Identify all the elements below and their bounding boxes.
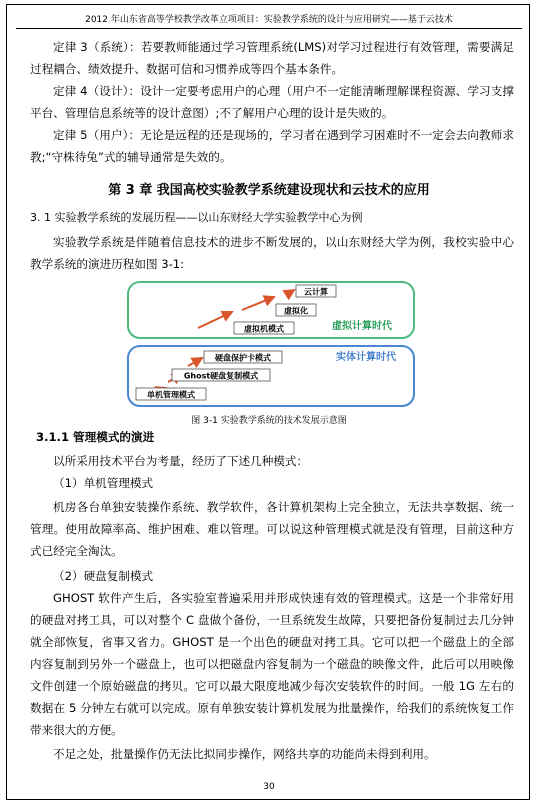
section-3-1-heading: 3. 1 实验教学系统的发展历程——以山东财经大学实验教学中心为例 [30, 211, 363, 224]
step-virtualization: 虚拟化 [284, 306, 308, 316]
subsection-3-1-1-heading: 3.1.1 管理模式的演进 [36, 430, 155, 444]
mode-1-title: （1）单机管理模式 [53, 476, 154, 490]
physical-era-label: 实体计算时代 [336, 352, 396, 363]
running-header: 2012 年山东省高等学校教学改革立项项目：实验教学系统的设计与应用研究——基于云技术 [16, 14, 522, 29]
virtual-era-label: 虚拟计算时代 [332, 321, 392, 332]
mode-2-title: （2）硬盘复制模式 [53, 569, 154, 583]
mode-2-shortcoming: 不足之处，批量操作仍无法比拟同步操作，网络共享的功能尚未得到利用。 [53, 747, 436, 761]
intro-paragraph: 实验教学系统是伴随着信息技术的进步不断发展的，以山东财经大学为例，我校实验中心教学系统的演进历程如图 3-1: [30, 235, 514, 271]
step-cloud: 云计算 [304, 287, 328, 297]
step-ghost: Ghost硬盘复制模式 [183, 371, 259, 381]
page-number: 30 [263, 782, 275, 792]
step-disk-protection: 硬盘保护卡模式 [215, 353, 271, 363]
law-5: 定律 5（用户）：无论是远程的还是现场的，学习者在遇到学习困难时不一定会去向教师求教;“守株待兔”式的辅导通常是失效的。 [30, 128, 514, 164]
figure-caption: 图 3-1 实验教学系统的技术发展示意图 [191, 416, 347, 426]
law-4: 定律 4（设计）：设计一定要考虑用户的心理（用户不一定能清晰理解课程资源、学习支撑平台、管理信息系统等的设计意图）;不了解用户心理的设计是失败的。 [30, 84, 514, 120]
law-3: 定律 3（系统）：若要教师能通过学习管理系统(LMS)对学习过程进行有效管理，需要满足过程耦合、绩效提升、数据可信和习惯养成等四个基本条件。 [30, 40, 514, 76]
evolution-figure [126, 280, 416, 408]
mode-2-paragraph: GHOST 软件产生后，各实验室普遍采用并形成快速有效的管理模式。这是一个非常好用的硬盘对拷工具，可以对整个 C 盘做个备份，一旦系统发生故障，只要把备份复制过去几分钟就全部恢复，省事又省力。GHOST 是一个出色的硬盘对拷工具。它可以把一个磁盘上的全部内容复制到另外一个磁盘上，也可以把磁盘内容复制为一个磁盘的映像文件，此后可以用映像文件创建一个原始磁盘的拷贝。它可以最大限度地减少每次安装软件的时间。一般 1G 左右的数据在 5 分钟左右就可以完成。原有单独安装计算机发展为批量操作，给我们的系统恢复工作带来很大的方便。 [30, 591, 514, 737]
mode-1-paragraph: 机房各台单独安装操作系统、教学软件，各计算机架构上完全独立，无法共享数据、统一管理。使用故障率高、维护困难、难以管理。可以说这种管理模式就是没有管理，目前这种方式已经完全淘汰。 [30, 500, 514, 558]
modes-intro: 以所采用技术平台为考量，经历了下述几种模式： [53, 454, 309, 468]
step-vm-mode: 虚拟机模式 [244, 324, 284, 334]
step-standalone: 单机管理模式 [147, 390, 195, 400]
chapter-title: 第 3 章 我国高校实验教学系统建设现状和云技术的应用 [108, 183, 430, 198]
